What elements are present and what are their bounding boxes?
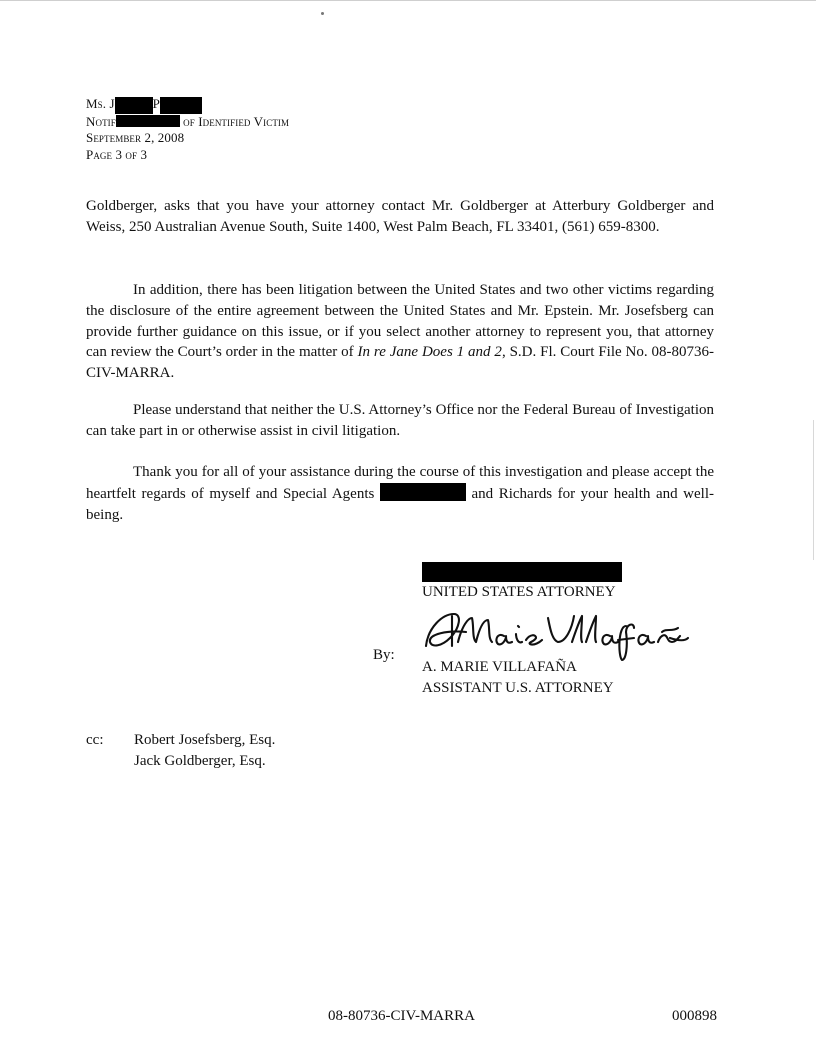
scan-speck <box>321 12 324 15</box>
header-date: September 2, 2008 <box>86 130 185 146</box>
signature-office: UNITED STATES ATTORNEY <box>422 584 616 600</box>
paragraph-1: Goldberger, asks that you have your attorney contact Mr. Goldberger at Atterbury Goldberger and Weiss, 250 Australian Avenue South, Suite 1400, West Palm Beach, FL 33401, (561) 659-8300. <box>86 198 714 235</box>
header-recipient: Ms. J P <box>86 96 289 114</box>
redaction-bar <box>380 483 466 501</box>
signatory-title: ASSISTANT U.S. ATTORNEY <box>422 679 614 696</box>
by-label: By: <box>373 647 395 663</box>
paragraph-3: Please understand that neither the U.S. Attorney’s Office nor the Federal Bureau of Investigation can take part in or otherwise assist in civil litigation. <box>86 402 714 439</box>
paragraph-4: Thank you for all of your assistance during the course of this investigation and please accept the heartfelt regards of myself and Special Agents and Richards for your health and well-being. <box>86 464 714 523</box>
cc-recipient-list <box>134 730 275 772</box>
cc-label: cc: <box>86 732 104 748</box>
footer-bates-number: 000898 <box>672 1008 717 1024</box>
case-caption: In re Jane Does 1 and 2 <box>357 344 502 361</box>
redaction-bar <box>116 115 180 127</box>
redaction-bar <box>115 97 153 114</box>
cc-recipient: Robert Josefsberg, Esq. <box>134 732 276 748</box>
footer-case-number: 08-80736-CIV-MARRA <box>328 1008 475 1024</box>
paragraph-2: In addition, there has been litigation between the United States and two other victims regarding the disclosure of the entire agreement between the United States and Mr. Epstein. Mr. Josefsberg can provide further guidance on this issue, or if you select another attorney to represent you, that attorney can review the Court’s order in the matter of In re Jane Does 1 and 2, S.D. Fl. Court File No. 08-80736-CIV-MARRA. <box>86 282 715 382</box>
handwritten-signature <box>422 606 692 664</box>
letter-header <box>86 96 289 163</box>
redaction-bar <box>160 97 202 114</box>
header-subject: Notif of Identified Victim <box>86 113 290 129</box>
signatory-name: A. MARIE VILLAFAÑA <box>422 658 577 675</box>
redaction-bar <box>422 562 622 582</box>
top-rule <box>0 0 816 1</box>
scan-edge-line <box>813 420 814 560</box>
cc-recipient: Jack Goldberger, Esq. <box>134 753 266 769</box>
header-page-number: Page 3 of 3 <box>86 146 148 162</box>
